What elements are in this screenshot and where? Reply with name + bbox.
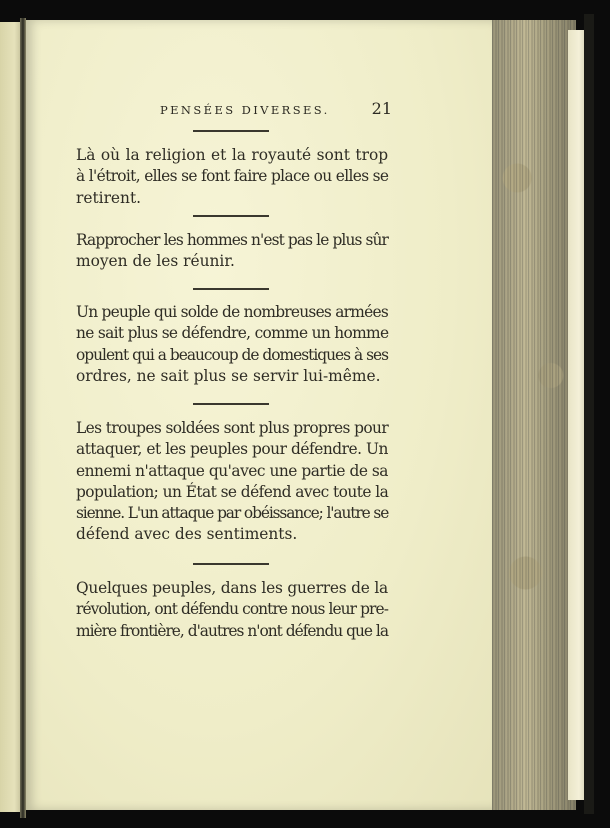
text-line: Un peuple qui solde de nombreuses armées xyxy=(76,303,388,321)
text-line: ne sait plus se défendre, comme un homme xyxy=(76,324,389,343)
text-line: mière frontière, d'autres n'ont défendu que la xyxy=(76,621,388,640)
paragraph xyxy=(76,230,388,273)
paragraph xyxy=(76,145,388,209)
text-line: Rapprocher les hommes n'est pas le plus sûr xyxy=(76,231,389,249)
section-rule xyxy=(193,215,269,217)
paragraph xyxy=(76,302,388,387)
book-cover-edge xyxy=(584,14,594,814)
page-header xyxy=(160,101,392,119)
section-rule xyxy=(193,130,269,132)
page-number: 21 xyxy=(371,99,392,118)
text-line: défend avec des sentiments. xyxy=(76,525,298,544)
text-line: population; un État se défend avec toute la xyxy=(76,482,389,501)
text-line: retirent. xyxy=(76,188,142,207)
section-rule xyxy=(193,403,269,405)
text-line: opulent qui a beaucoup de domestiques à ses xyxy=(76,345,388,364)
text-line: Les troupes soldées sont plus propres pour xyxy=(76,419,389,437)
section-rule xyxy=(193,563,269,565)
paragraph xyxy=(76,418,388,546)
book-page xyxy=(26,20,494,810)
marbled-fore-edge xyxy=(492,20,576,810)
text-line: attaquer, et les peuples pour défendre. Un xyxy=(76,440,388,459)
text-line: à l'étroit, elles se font faire place ou elles se xyxy=(76,167,389,186)
text-line: sienne. L'un attaque par obéissance; l'autre se xyxy=(76,504,389,523)
text-line: Quelques peuples, dans les guerres de la xyxy=(76,579,388,597)
text-line: révolution, ont défendu contre nous leur pre- xyxy=(76,600,388,619)
text-line: moyen de les réunir. xyxy=(76,252,235,271)
paragraph xyxy=(76,578,388,642)
text-line: ordres, ne sait plus se servir lui-même. xyxy=(76,366,381,385)
section-rule xyxy=(193,288,269,290)
running-head: PENSÉES DIVERSES. xyxy=(160,103,330,117)
text-line: Là où la religion et la royauté sont trop xyxy=(76,146,389,164)
text-line: ennemi n'attaque qu'avec une partie de sa xyxy=(76,461,388,480)
